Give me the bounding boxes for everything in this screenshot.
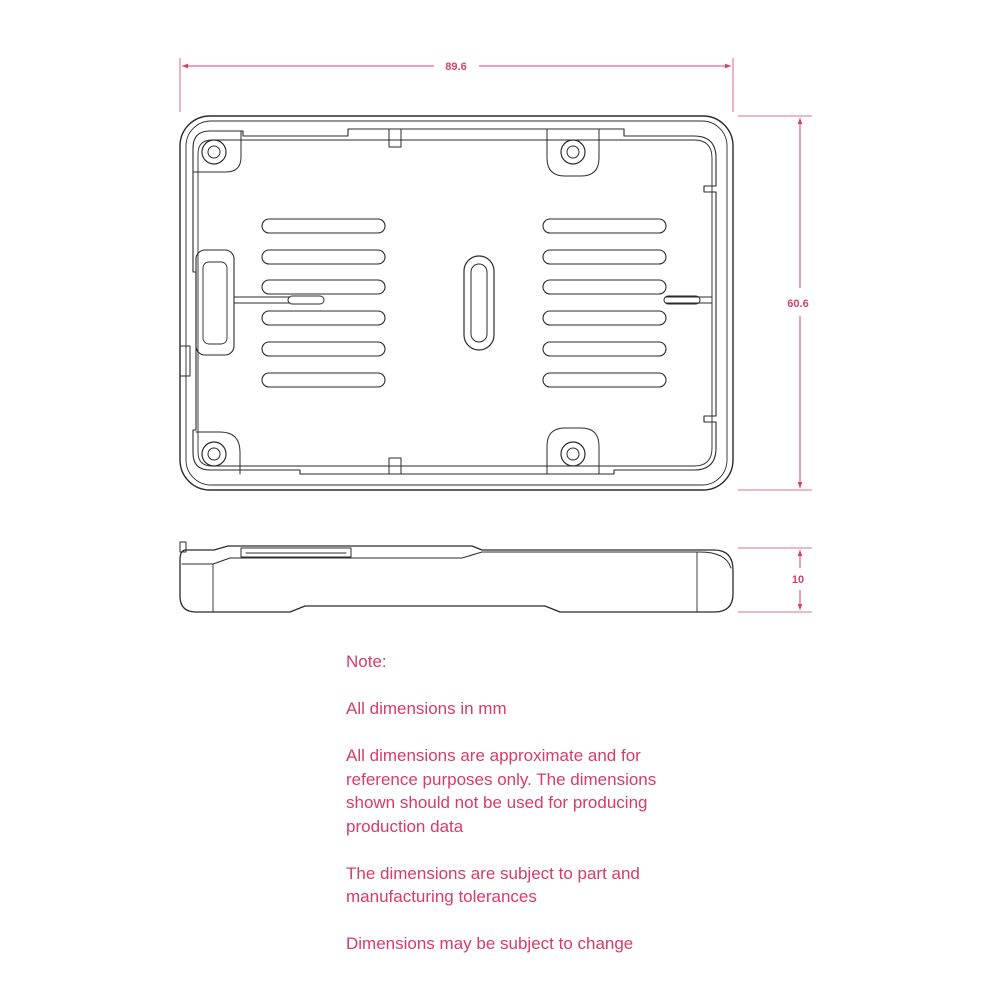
vent-slot [543,311,666,325]
top-clip-slot [389,129,401,147]
vent-slot [543,219,666,233]
centre-capsule-slot [464,256,494,350]
side-port-inner [203,262,227,344]
left-rib [234,297,290,303]
vent-slot [262,280,385,294]
side-port-slot [241,548,351,557]
side-tab [180,346,190,376]
mounting-post-bottom-right [547,428,599,474]
note-tolerances: The dimensions are subject to part and manufacturing tolerances [346,863,640,906]
side-port-opening [196,250,234,355]
height-dimension [738,116,812,490]
notes-heading: Note: [346,652,387,671]
vent-slot [262,373,385,387]
side-outline [180,546,733,612]
width-label: 89.6 [445,61,467,73]
vent-slot [543,342,666,356]
depth-label: 10 [791,574,805,586]
case-inner-wall [193,129,716,474]
case-top-view [180,116,733,490]
left-rib-slot [288,296,324,304]
vent-slot [543,373,666,387]
case-side-view [180,542,733,612]
right-vent-group [543,219,666,387]
note-units: All dimensions in mm [346,699,507,718]
side-lip [182,552,731,568]
vent-slot [262,219,385,233]
depth-dimension [738,548,812,612]
vent-slot [262,311,385,325]
vent-slot [543,250,666,264]
note-change: Dimensions may be subject to change [346,934,634,953]
vent-slot [262,342,385,356]
vent-slot [262,250,385,264]
mounting-post-top-right [547,129,599,176]
width-dimension [180,58,733,112]
notes-block [346,650,686,979]
vent-slot [543,280,666,294]
mounting-post-top-left [193,131,241,172]
mounting-post-bottom-left [196,432,240,474]
height-label: 60.6 [787,298,809,310]
right-rib [666,297,712,303]
note-approximate: All dimensions are approximate and for reference purposes only. The dimensions shown should not be used for producing production data [346,746,657,836]
